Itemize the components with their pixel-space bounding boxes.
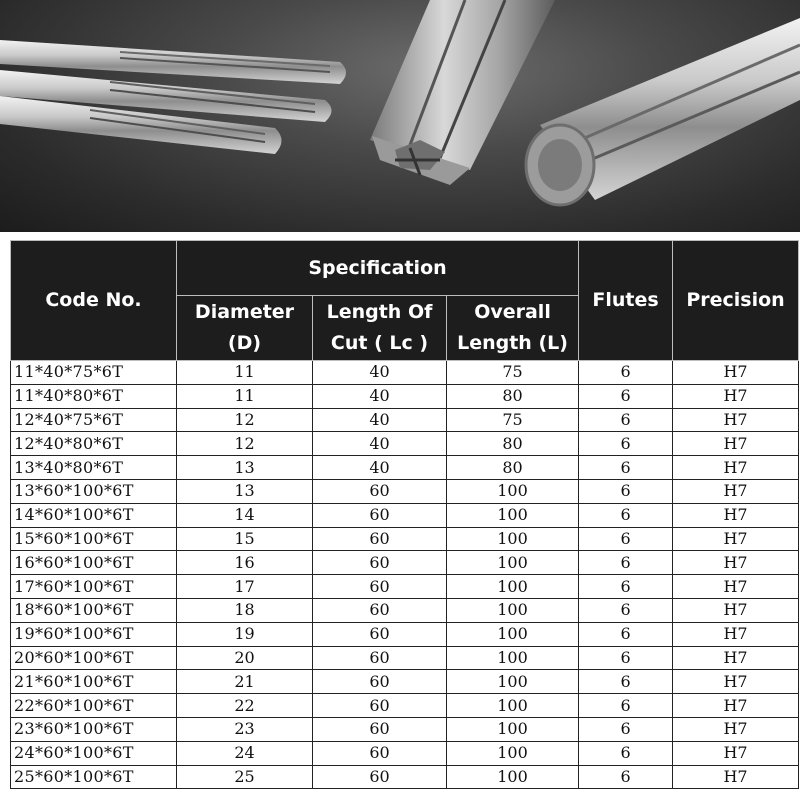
cell-code-no: 14*60*100*6T bbox=[11, 503, 177, 527]
cell-overall-length: 100 bbox=[447, 765, 579, 789]
cell-precision: H7 bbox=[673, 527, 799, 551]
cell-diameter: 20 bbox=[177, 646, 313, 670]
table-row bbox=[11, 551, 799, 575]
cell-code-no: 12*40*80*6T bbox=[11, 432, 177, 456]
cell-flutes: 6 bbox=[579, 646, 673, 670]
cell-diameter: 23 bbox=[177, 717, 313, 741]
cell-precision: H7 bbox=[673, 598, 799, 622]
cell-diameter: 21 bbox=[177, 670, 313, 694]
cell-precision: H7 bbox=[673, 432, 799, 456]
specification-table bbox=[10, 240, 799, 789]
table-row bbox=[11, 670, 799, 694]
cell-code-no: 19*60*100*6T bbox=[11, 622, 177, 646]
table-row bbox=[11, 527, 799, 551]
cell-length-of-cut: 60 bbox=[313, 694, 447, 718]
cell-precision: H7 bbox=[673, 456, 799, 480]
cell-overall-length: 100 bbox=[447, 694, 579, 718]
reamers-illustration bbox=[0, 0, 800, 232]
header-overall-length bbox=[447, 296, 579, 361]
header-precision: Precision bbox=[673, 241, 799, 361]
cell-precision: H7 bbox=[673, 551, 799, 575]
cell-overall-length: 100 bbox=[447, 598, 579, 622]
cell-diameter: 24 bbox=[177, 741, 313, 765]
cell-code-no: 23*60*100*6T bbox=[11, 717, 177, 741]
cell-overall-length: 100 bbox=[447, 670, 579, 694]
cell-flutes: 6 bbox=[579, 456, 673, 480]
cell-precision: H7 bbox=[673, 479, 799, 503]
table-row bbox=[11, 361, 799, 385]
reamer-right bbox=[526, 18, 800, 205]
cell-overall-length: 100 bbox=[447, 622, 579, 646]
cell-overall-length: 100 bbox=[447, 646, 579, 670]
cell-precision: H7 bbox=[673, 575, 799, 599]
cell-diameter: 13 bbox=[177, 456, 313, 480]
cell-overall-length: 100 bbox=[447, 741, 579, 765]
cell-precision: H7 bbox=[673, 694, 799, 718]
table-row bbox=[11, 741, 799, 765]
cell-precision: H7 bbox=[673, 670, 799, 694]
cell-length-of-cut: 60 bbox=[313, 646, 447, 670]
header-specification: Specification bbox=[177, 241, 579, 296]
cell-diameter: 13 bbox=[177, 479, 313, 503]
header-overall-length-line1: Overall bbox=[474, 301, 551, 323]
cell-length-of-cut: 40 bbox=[313, 361, 447, 385]
cell-length-of-cut: 60 bbox=[313, 717, 447, 741]
cell-overall-length: 100 bbox=[447, 503, 579, 527]
cell-overall-length: 80 bbox=[447, 432, 579, 456]
cell-overall-length: 100 bbox=[447, 479, 579, 503]
cell-length-of-cut: 40 bbox=[313, 432, 447, 456]
table-row bbox=[11, 765, 799, 789]
header-flutes: Flutes bbox=[579, 241, 673, 361]
cell-length-of-cut: 60 bbox=[313, 622, 447, 646]
cell-code-no: 15*60*100*6T bbox=[11, 527, 177, 551]
cell-diameter: 15 bbox=[177, 527, 313, 551]
cell-code-no: 13*40*80*6T bbox=[11, 456, 177, 480]
cell-length-of-cut: 60 bbox=[313, 527, 447, 551]
cell-overall-length: 100 bbox=[447, 575, 579, 599]
cell-diameter: 12 bbox=[177, 408, 313, 432]
cell-flutes: 6 bbox=[579, 551, 673, 575]
cell-precision: H7 bbox=[673, 503, 799, 527]
cell-overall-length: 80 bbox=[447, 384, 579, 408]
header-overall-length-line2: Length (L) bbox=[457, 332, 568, 354]
cell-diameter: 11 bbox=[177, 361, 313, 385]
cell-flutes: 6 bbox=[579, 432, 673, 456]
cell-flutes: 6 bbox=[579, 527, 673, 551]
header-length-of-cut bbox=[313, 296, 447, 361]
cell-precision: H7 bbox=[673, 741, 799, 765]
cell-overall-length: 100 bbox=[447, 717, 579, 741]
cell-length-of-cut: 40 bbox=[313, 384, 447, 408]
table-row bbox=[11, 622, 799, 646]
cell-precision: H7 bbox=[673, 646, 799, 670]
table-row bbox=[11, 479, 799, 503]
cell-length-of-cut: 60 bbox=[313, 765, 447, 789]
cell-flutes: 6 bbox=[579, 694, 673, 718]
product-photo bbox=[0, 0, 800, 232]
cell-code-no: 18*60*100*6T bbox=[11, 598, 177, 622]
table-row bbox=[11, 408, 799, 432]
cell-diameter: 17 bbox=[177, 575, 313, 599]
cell-length-of-cut: 60 bbox=[313, 670, 447, 694]
cell-overall-length: 75 bbox=[447, 361, 579, 385]
cell-precision: H7 bbox=[673, 361, 799, 385]
cell-code-no: 25*60*100*6T bbox=[11, 765, 177, 789]
cell-code-no: 16*60*100*6T bbox=[11, 551, 177, 575]
cell-length-of-cut: 60 bbox=[313, 551, 447, 575]
cell-diameter: 16 bbox=[177, 551, 313, 575]
specification-rows bbox=[11, 361, 799, 789]
cell-flutes: 6 bbox=[579, 503, 673, 527]
cell-code-no: 17*60*100*6T bbox=[11, 575, 177, 599]
cell-length-of-cut: 60 bbox=[313, 575, 447, 599]
cell-length-of-cut: 60 bbox=[313, 741, 447, 765]
cell-precision: H7 bbox=[673, 384, 799, 408]
table-row bbox=[11, 598, 799, 622]
cell-length-of-cut: 60 bbox=[313, 503, 447, 527]
cell-flutes: 6 bbox=[579, 598, 673, 622]
cell-code-no: 11*40*80*6T bbox=[11, 384, 177, 408]
cell-overall-length: 75 bbox=[447, 408, 579, 432]
cell-diameter: 22 bbox=[177, 694, 313, 718]
cell-flutes: 6 bbox=[579, 717, 673, 741]
table-row bbox=[11, 503, 799, 527]
cell-flutes: 6 bbox=[579, 575, 673, 599]
table-row bbox=[11, 694, 799, 718]
table-row bbox=[11, 717, 799, 741]
cell-flutes: 6 bbox=[579, 384, 673, 408]
cell-flutes: 6 bbox=[579, 622, 673, 646]
cell-diameter: 25 bbox=[177, 765, 313, 789]
header-length-of-cut-line2: Cut ( Lc ) bbox=[330, 332, 429, 354]
cell-flutes: 6 bbox=[579, 765, 673, 789]
table-row bbox=[11, 384, 799, 408]
cell-code-no: 22*60*100*6T bbox=[11, 694, 177, 718]
cell-diameter: 18 bbox=[177, 598, 313, 622]
cell-precision: H7 bbox=[673, 717, 799, 741]
table-row bbox=[11, 575, 799, 599]
cell-flutes: 6 bbox=[579, 361, 673, 385]
table-row bbox=[11, 646, 799, 670]
cell-overall-length: 100 bbox=[447, 551, 579, 575]
header-code-no: Code No. bbox=[11, 241, 177, 361]
cell-length-of-cut: 60 bbox=[313, 598, 447, 622]
cell-length-of-cut: 40 bbox=[313, 456, 447, 480]
header-diameter bbox=[177, 296, 313, 361]
cell-code-no: 13*60*100*6T bbox=[11, 479, 177, 503]
table-row bbox=[11, 456, 799, 480]
cell-length-of-cut: 40 bbox=[313, 408, 447, 432]
cell-flutes: 6 bbox=[579, 741, 673, 765]
cell-diameter: 14 bbox=[177, 503, 313, 527]
cell-diameter: 11 bbox=[177, 384, 313, 408]
cell-flutes: 6 bbox=[579, 479, 673, 503]
cell-code-no: 21*60*100*6T bbox=[11, 670, 177, 694]
cell-overall-length: 80 bbox=[447, 456, 579, 480]
header-diameter-line2: (D) bbox=[227, 332, 262, 354]
header-diameter-line1: Diameter bbox=[194, 301, 295, 323]
cell-flutes: 6 bbox=[579, 408, 673, 432]
header-length-of-cut-line1: Length Of bbox=[326, 301, 433, 323]
cell-diameter: 19 bbox=[177, 622, 313, 646]
cell-overall-length: 100 bbox=[447, 527, 579, 551]
cell-precision: H7 bbox=[673, 408, 799, 432]
cell-code-no: 11*40*75*6T bbox=[11, 361, 177, 385]
cell-precision: H7 bbox=[673, 622, 799, 646]
cell-code-no: 24*60*100*6T bbox=[11, 741, 177, 765]
cell-precision: H7 bbox=[673, 765, 799, 789]
cell-flutes: 6 bbox=[579, 670, 673, 694]
cell-code-no: 20*60*100*6T bbox=[11, 646, 177, 670]
cell-code-no: 12*40*75*6T bbox=[11, 408, 177, 432]
table-row bbox=[11, 432, 799, 456]
cell-length-of-cut: 60 bbox=[313, 479, 447, 503]
cell-diameter: 12 bbox=[177, 432, 313, 456]
